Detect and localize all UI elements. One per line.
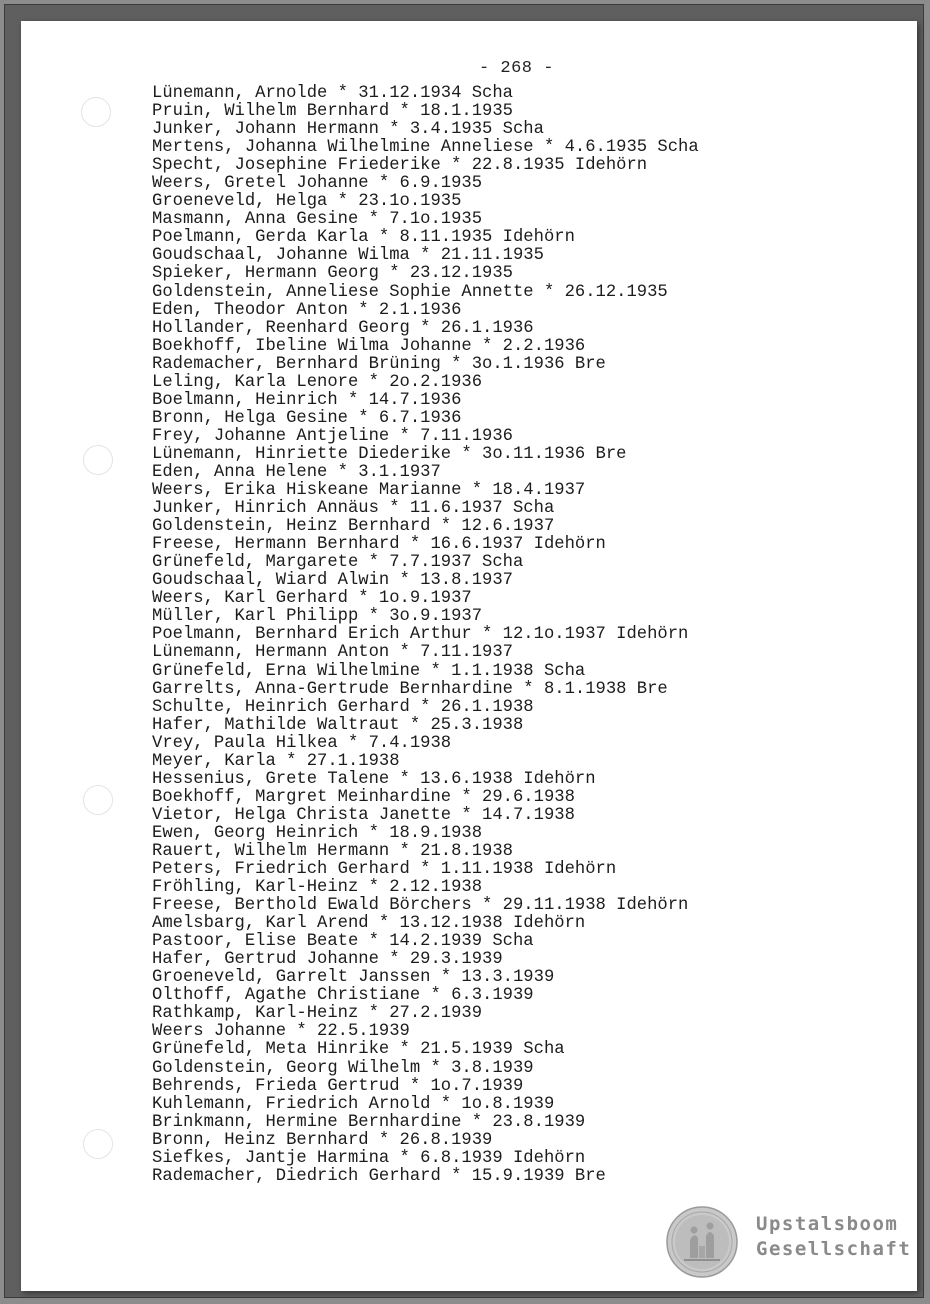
register-entry: Grünefeld, Meta Hinrike * 21.5.1939 Scha xyxy=(152,1040,565,1060)
register-entry: Groeneveld, Garrelt Janssen * 13.3.1939 xyxy=(152,968,555,988)
register-entry: Brinkmann, Hermine Bernhardine * 23.8.1939 xyxy=(152,1112,586,1132)
register-entry: Goldenstein, Anneliese Sophie Annette * 26.12.1935 xyxy=(152,282,668,302)
register-entry: Spieker, Hermann Georg * 23.12.1935 xyxy=(152,264,513,284)
logo-text-line1: Upstalsboom xyxy=(756,1213,899,1235)
register-entry: Junker, Hinrich Annäus * 11.6.1937 Scha xyxy=(152,499,555,519)
upstalsboom-logo xyxy=(666,1206,916,1286)
register-entry: Pruin, Wilhelm Bernhard * 18.1.1935 xyxy=(152,102,513,122)
register-entry: Meyer, Karla * 27.1.1938 xyxy=(152,751,400,771)
register-entry: Schulte, Heinrich Gerhard * 26.1.1938 xyxy=(152,697,534,717)
register-entry: Weers Johanne * 22.5.1939 xyxy=(152,1022,410,1042)
register-entry: Goudschaal, Wiard Alwin * 13.8.1937 xyxy=(152,571,513,591)
register-entry: Hessenius, Grete Talene * 13.6.1938 Idehörn xyxy=(152,769,596,789)
register-entry: Freese, Berthold Ewald Börchers * 29.11.1938 Idehörn xyxy=(152,896,689,916)
register-entry: Grünefeld, Margarete * 7.7.1937 Scha xyxy=(152,553,524,573)
register-entry: Siefkes, Jantje Harmina * 6.8.1939 Idehörn xyxy=(152,1148,586,1168)
register-entry: Amelsbarg, Karl Arend * 13.12.1938 Idehörn xyxy=(152,914,586,934)
register-entry: Peters, Friedrich Gerhard * 1.11.1938 Idehörn xyxy=(152,860,617,880)
register-entry: Leling, Karla Lenore * 2o.2.1936 xyxy=(152,372,483,392)
register-entry: Goldenstein, Heinz Bernhard * 12.6.1937 xyxy=(152,517,555,537)
register-entry: Eden, Anna Helene * 3.1.1937 xyxy=(152,462,441,482)
register-entry: Müller, Karl Philipp * 3o.9.1937 xyxy=(152,607,483,627)
register-entry: Goudschaal, Johanne Wilma * 21.11.1935 xyxy=(152,246,544,266)
page-number: - 268 - xyxy=(479,59,554,78)
punch-hole xyxy=(81,97,111,127)
register-entry: Kuhlemann, Friedrich Arnold * 1o.8.1939 xyxy=(152,1094,555,1114)
register-entry: Rauert, Wilhelm Hermann * 21.8.1938 xyxy=(152,841,513,861)
register-entry: Hafer, Mathilde Waltraut * 25.3.1938 xyxy=(152,715,524,735)
document-frame xyxy=(4,4,924,1298)
register-entry: Rademacher, Diedrich Gerhard * 15.9.1939 Bre xyxy=(152,1166,606,1186)
register-entry: Poelmann, Gerda Karla * 8.11.1935 Idehörn xyxy=(152,228,575,248)
register-entry: Eden, Theodor Anton * 2.1.1936 xyxy=(152,300,462,320)
register-entry: Lünemann, Hermann Anton * 7.11.1937 xyxy=(152,643,513,663)
register-entry: Hafer, Gertrud Johanne * 29.3.1939 xyxy=(152,950,503,970)
register-entry: Behrends, Frieda Gertrud * 1o.7.1939 xyxy=(152,1076,524,1096)
register-entry: Junker, Johann Hermann * 3.4.1935 Scha xyxy=(152,120,544,140)
register-entry: Poelmann, Bernhard Erich Arthur * 12.1o.1937 Idehörn xyxy=(152,625,689,645)
register-entry: Masmann, Anna Gesine * 7.1o.1935 xyxy=(152,210,483,230)
register-entry: Garrelts, Anna-Gertrude Bernhardine * 8.1.1938 Bre xyxy=(152,679,668,699)
register-entry: Specht, Josephine Friederike * 22.8.1935 Idehörn xyxy=(152,156,648,176)
register-entry: Boekhoff, Margret Meinhardine * 29.6.1938 xyxy=(152,787,575,807)
register-entry: Bronn, Heinz Bernhard * 26.8.1939 xyxy=(152,1130,493,1150)
punch-hole xyxy=(83,445,113,475)
register-entry: Boekhoff, Ibeline Wilma Johanne * 2.2.1936 xyxy=(152,336,586,356)
register-entry: Lünemann, Hinriette Diederike * 3o.11.1936 Bre xyxy=(152,444,627,464)
register-entry: Weers, Erika Hiskeane Marianne * 18.4.1937 xyxy=(152,481,586,501)
register-entry: Goldenstein, Georg Wilhelm * 3.8.1939 xyxy=(152,1058,534,1078)
seal-icon xyxy=(666,1206,738,1278)
document-page xyxy=(21,21,917,1291)
register-entry: Mertens, Johanna Wilhelmine Anneliese * 4.6.1935 Scha xyxy=(152,138,699,158)
register-entry: Vietor, Helga Christa Janette * 14.7.1938 xyxy=(152,805,575,825)
logo-text xyxy=(756,1212,911,1262)
register-entry: Weers, Karl Gerhard * 1o.9.1937 xyxy=(152,589,472,609)
register-entry: Boelmann, Heinrich * 14.7.1936 xyxy=(152,390,462,410)
register-entry: Vrey, Paula Hilkea * 7.4.1938 xyxy=(152,733,452,753)
register-entry: Fröhling, Karl-Heinz * 2.12.1938 xyxy=(152,878,483,898)
register-entry: Olthoff, Agathe Christiane * 6.3.1939 xyxy=(152,986,534,1006)
register-entry: Bronn, Helga Gesine * 6.7.1936 xyxy=(152,408,462,428)
register-entry: Grünefeld, Erna Wilhelmine * 1.1.1938 Scha xyxy=(152,661,586,681)
register-entry: Weers, Gretel Johanne * 6.9.1935 xyxy=(152,174,483,194)
punch-hole xyxy=(83,785,113,815)
register-entry: Groeneveld, Helga * 23.1o.1935 xyxy=(152,192,462,212)
register-entry: Hollander, Reenhard Georg * 26.1.1936 xyxy=(152,318,534,338)
register-entry: Ewen, Georg Heinrich * 18.9.1938 xyxy=(152,823,483,843)
register-entry: Pastoor, Elise Beate * 14.2.1939 Scha xyxy=(152,932,534,952)
register-entry: Rademacher, Bernhard Brüning * 3o.1.1936 Bre xyxy=(152,354,606,374)
logo-text-line2: Gesellschaft xyxy=(756,1238,912,1260)
punch-hole xyxy=(83,1129,113,1159)
register-entry: Freese, Hermann Bernhard * 16.6.1937 Idehörn xyxy=(152,535,606,555)
register-entry: Frey, Johanne Antjeline * 7.11.1936 xyxy=(152,426,513,446)
register-entry: Lünemann, Arnolde * 31.12.1934 Scha xyxy=(152,84,513,103)
birth-register-list xyxy=(152,85,699,1186)
register-entry: Rathkamp, Karl-Heinz * 27.2.1939 xyxy=(152,1004,483,1024)
